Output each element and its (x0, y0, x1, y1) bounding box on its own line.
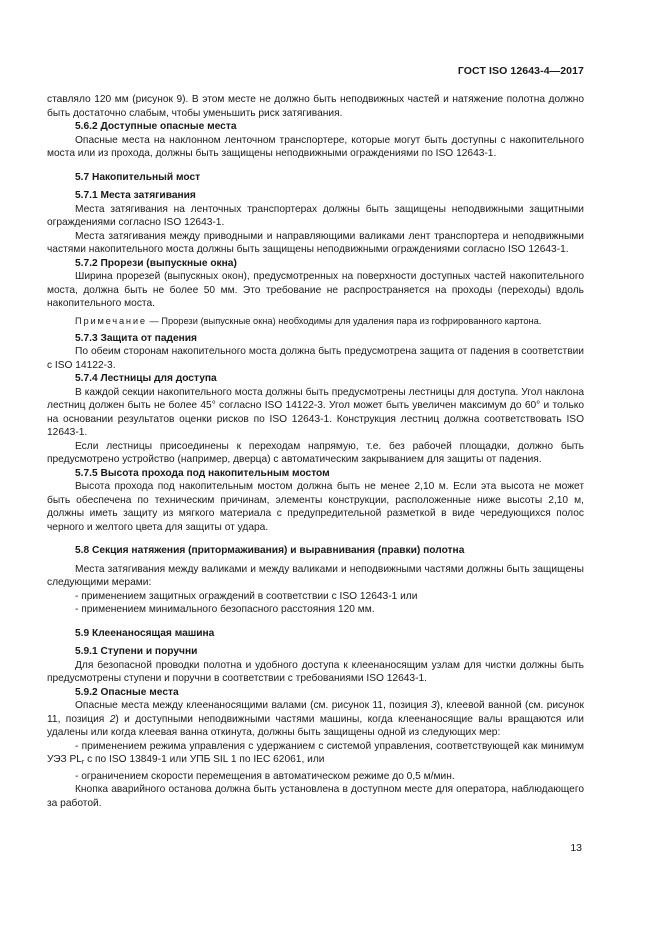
text-part: - применением режима управления с удержанием с системой управления, соответствующей как минимум УЭЗ PL (47, 740, 584, 765)
note-text: — Прорези (выпускные окна) необходимы для удаления пара из гофрированного картона. (146, 315, 542, 326)
heading-5-9-2: 5.9.2 Опасные места (75, 686, 179, 698)
paragraph-intro: ставляло 120 мм (рисунок 9). В этом месте не должно быть неподвижных частей и натяжение полотна должно быть достаточно слабым, чтобы уменьшить риск затягивания. (47, 94, 584, 119)
paragraph-5-7-3: По обеим сторонам накопительного моста должна быть предусмотрена защита от падения в соответствии с ISO 14122-3. (47, 346, 584, 371)
text-part: ) и доступными неподвижными частями машины, когда клеенаносящие валы вращаются или удалены или когда клеевая ванна откинута, должны быть защищены одной из следующих мер: (47, 713, 584, 738)
position-ref-2: 2 (109, 713, 116, 725)
paragraph-final: Кнопка аварийного останова должна быть установлена в доступном месте для оператора, наблюдающего за работой. (47, 784, 584, 809)
heading-5-9-1: 5.9.1 Ступени и поручни (75, 646, 198, 657)
paragraph-5-7-1-b: Места затягивания между приводными и направляющими валиками лент транспортера и неподвижными частями накопительного моста должны быть защищены неподвижными ограждениями согласно ISO 12643-1. (47, 230, 584, 255)
heading-5-6-2: 5.6.2 Доступные опасные места (75, 121, 237, 132)
paragraph-5-8: Места затягивания между валиками и между валиками и неподвижными частями должны быть защищены следующими мерами: (47, 563, 584, 588)
heading-5-9: 5.9 Клеенаносящая машина (75, 627, 215, 639)
document-body (47, 93, 584, 810)
paragraph-5-7-5: Высота прохода под накопительным мостом должна быть не менее 2,10 м. Если эта высота не может быть обеспечена по техническим причинам, элементы конструкции, расположенные ниже высоты 2,10 м, должны иметь защиту из мягкого материала с предупредительной разметкой в виде чередующихся полос черного и желтого цвета для защиты от удара. (47, 481, 584, 533)
note-label: Примечание (75, 315, 147, 326)
list-item-5-8-2: - применением минимального безопасного расстояния 120 мм. (75, 604, 375, 615)
paragraph-5-9-1: Для безопасной проводки полотна и удобного доступа к клеенаносящим узлам для чистки должны быть предусмотрены ступени и поручни в соответствии с требованиями ISO 12643-1. (47, 659, 584, 684)
text-part: ), клеевой ванной (см. рисунок 11, позиция (47, 700, 584, 725)
paragraph-5-9-2 (47, 699, 584, 740)
list-item-5-8-1: - применением защитных ограждений в соответствии с ISO 12643-1 или (75, 590, 418, 602)
document-header: ГОСТ ISO 12643-4—2017 (457, 65, 584, 77)
paragraph-5-7-2: Ширина прорезей (выпускных окон), предусмотренных на поверхности доступных частей накопительного моста, должна быть не более 50 мм. Это требование не распространяется на проходы (переходы) вдоль накопительного моста. (47, 271, 584, 309)
heading-5-8: 5.8 Секция натяжения (притормаживания) и выравнивания (правки) полотна (75, 545, 465, 556)
pl-subscript: r (81, 759, 85, 766)
heading-5-7-4: 5.7.4 Лестницы для доступа (75, 373, 217, 384)
text-part: Опасные места между клеенаносящими валами (см. рисунок 11, позиция (75, 700, 431, 711)
paragraph-5-7-1-a: Места затягивания на ленточных транспортерах должны быть защищены неподвижными защитными ограждениями согласно ISO 12643-1. (47, 203, 584, 228)
paragraph-5-6-2: Опасные места на наклонном ленточном транспортере, которые могут быть доступны с накопительного моста или из прохода, должны быть защищены неподвижными ограждениями по ISO 12643-1. (47, 134, 584, 159)
paragraph-5-7-4-a: В каждой секции накопительного моста должны быть предусмотрены лестницы для доступа. Угол наклона лестниц должен быть не более 45° согласно ISO 14122-3. Угол может быть увеличен максимум до 60° и только на основании результатов оценки рисков по ISO 12643-1. Конструкция лестниц должна соответствовать ISO 12643-1. (47, 386, 584, 438)
heading-5-7-1: 5.7.1 Места затягивания (75, 190, 196, 201)
heading-5-7-3: 5.7.3 Защита от падения (75, 332, 197, 344)
paragraph-5-7-4-b: Если лестницы присоединены к переходам напрямую, т.е. без рабочей площадки, должно быть предусмотрено устройство (например, дверца) с автоматическим закрыванием для защиты от падения. (47, 440, 584, 465)
heading-5-7-5: 5.7.5 Высота прохода под накопительным мостом (75, 467, 330, 479)
page-number: 13 (570, 842, 582, 854)
heading-5-7-2: 5.7.2 Прорези (выпускные окна) (75, 257, 237, 269)
list-item-5-9-2-1 (47, 740, 584, 770)
list-item-5-9-2-2: - ограничением скорости перемещения в автоматическом режиме до 0,5 м/мин. (75, 770, 455, 782)
heading-5-7: 5.7 Накопительный мост (75, 171, 201, 183)
note (75, 315, 584, 327)
position-ref-3: 3 (430, 700, 437, 711)
text-part: c по ISO 13849-1 или УПБ SIL 1 по IEC 62061, или (84, 754, 325, 765)
